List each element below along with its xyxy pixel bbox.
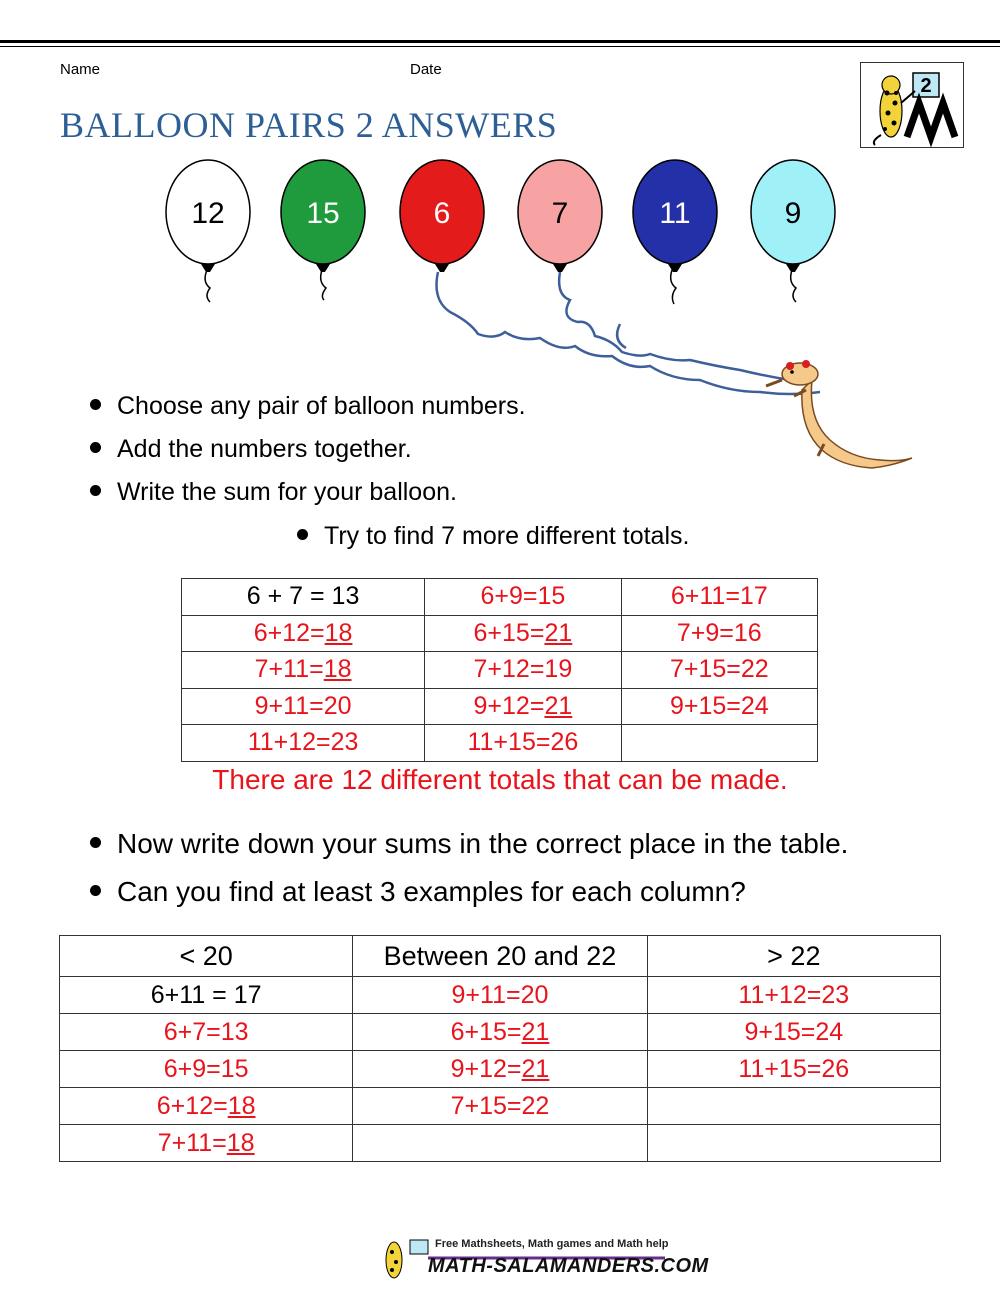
date-label: Date (410, 61, 442, 78)
totals-cell-underlined-sum: 21 (544, 618, 573, 647)
balloon-1 (166, 160, 250, 272)
instruction-2 (90, 435, 412, 464)
sort-cell-text: 6+12= (156, 1091, 228, 1120)
string-loop (617, 324, 626, 348)
sort-cell (353, 977, 647, 1014)
sort-cell-text: 7+11= (157, 1128, 227, 1157)
totals-cell (621, 579, 817, 616)
sort-cell (60, 977, 353, 1014)
totals-cell-text: 11+12=23 (247, 728, 359, 757)
sort-cell-text: 6+7=13 (163, 1017, 249, 1046)
totals-cell-text: 7+11= (254, 655, 324, 684)
sort-cell-text: 9+15=24 (744, 1017, 844, 1046)
totals-cell-text: 6+9=15 (480, 582, 566, 611)
balloon-5-number: 11 (659, 197, 691, 230)
sort-cell (60, 1051, 353, 1088)
sub-instruction-text: Try to find 7 more different totals. (324, 522, 690, 550)
totals-cell (621, 725, 817, 762)
bullet-icon (90, 442, 101, 453)
sort-table (59, 935, 941, 1162)
sort-cell-underlined-sum: 21 (521, 1017, 550, 1046)
totals-cell-underlined-sum: 18 (324, 618, 353, 647)
totals-cell-text: 9+11=20 (254, 691, 352, 720)
sort-row (60, 1014, 941, 1051)
sort-cell (60, 1125, 353, 1162)
pink-balloon-string (559, 272, 790, 380)
totals-row (182, 725, 818, 762)
sort-cell (353, 1088, 647, 1125)
bullet-icon (297, 529, 308, 540)
footer-site-link[interactable]: MATH-SALAMANDERS.COM (428, 1255, 709, 1277)
sort-row (60, 1088, 941, 1125)
bullet-icon (90, 485, 101, 496)
sort-cell-text: 9+12= (450, 1054, 522, 1083)
sort-header-between: Between 20 and 22 (353, 936, 647, 977)
bullet-icon (90, 837, 101, 848)
sort-row (60, 977, 941, 1014)
sort-cell (647, 1125, 940, 1162)
totals-cell (182, 615, 425, 652)
sort-cell-underlined-sum: 18 (227, 1091, 256, 1120)
balloon-3-number: 6 (433, 197, 451, 230)
totals-cell (425, 652, 621, 689)
totals-row (182, 652, 818, 689)
totals-cell (621, 652, 817, 689)
totals-cell-underlined-sum: 21 (544, 691, 573, 720)
balloon-4 (518, 160, 602, 272)
totals-cell-text: 6+15= (473, 618, 545, 647)
totals-cell (182, 725, 425, 762)
sub-instruction (297, 522, 689, 551)
sort-cell (647, 1088, 940, 1125)
sort-cell-underlined-sum: 21 (521, 1054, 550, 1083)
balloon-4-number: 7 (551, 197, 569, 230)
totals-cell-text: 6+11=17 (670, 582, 768, 611)
sort-cell (353, 1014, 647, 1051)
sort-cell-underlined-sum: 18 (226, 1128, 255, 1157)
balloon-5 (633, 160, 717, 272)
instruction2-1-text: Now write down your sums in the correct place in the table. (117, 828, 849, 859)
instruction-2-text: Add the numbers together. (117, 435, 412, 463)
salamander-icon (760, 350, 920, 470)
instruction-3 (90, 478, 457, 507)
totals-cell (425, 688, 621, 725)
totals-cell (182, 688, 425, 725)
sort-cell-text: 11+15=26 (738, 1054, 850, 1083)
white-balloon-string (205, 270, 210, 302)
sort-cell-text: 9+11=20 (451, 980, 549, 1009)
green-balloon-string (321, 270, 326, 300)
instruction-1 (90, 392, 526, 421)
bullet-icon (90, 885, 101, 896)
sort-cell (647, 977, 940, 1014)
totals-cell-text: 7+15=22 (669, 655, 769, 684)
sort-cell (60, 1014, 353, 1051)
sort-cell (353, 1051, 647, 1088)
totals-cell-text: 6 + 7 = 13 (246, 582, 360, 611)
totals-row (182, 615, 818, 652)
totals-cell-text: 7+9=16 (676, 618, 762, 647)
sort-cell-text: 6+11 = 17 (150, 980, 262, 1009)
totals-cell (425, 725, 621, 762)
sort-table-header-row (60, 936, 941, 977)
totals-cell-text: 9+12= (473, 691, 545, 720)
sort-cell-text: 6+9=15 (163, 1054, 249, 1083)
sort-header-less-20: < 20 (60, 936, 353, 977)
sort-cell-text: 11+12=23 (738, 980, 850, 1009)
cyan-balloon-string (791, 270, 796, 302)
sort-row (60, 1125, 941, 1162)
instruction-3-text: Write the sum for your balloon. (117, 478, 457, 506)
sort-cell (60, 1088, 353, 1125)
totals-cell (182, 579, 425, 616)
logo-badge-number: 2 (920, 75, 932, 97)
totals-cell (621, 615, 817, 652)
totals-cell (425, 615, 621, 652)
instruction2-2 (90, 876, 746, 908)
totals-cell (182, 652, 425, 689)
totals-table (181, 578, 818, 762)
sort-row (60, 1051, 941, 1088)
sort-cell-text: 7+15=22 (450, 1091, 550, 1120)
balloon-2 (281, 160, 365, 272)
sort-cell (647, 1014, 940, 1051)
instruction2-2-text: Can you find at least 3 examples for each column? (117, 876, 746, 907)
balloon-1-number: 12 (191, 197, 225, 230)
totals-cell (425, 579, 621, 616)
page-title: BALLOON PAIRS 2 ANSWERS (60, 105, 558, 145)
sort-header-greater-22: > 22 (647, 936, 940, 977)
balloon-6 (751, 160, 835, 272)
instruction2-1 (90, 828, 848, 860)
totals-cell-text: 9+15=24 (669, 691, 769, 720)
blue-balloon-string (671, 270, 676, 304)
totals-cell-underlined-sum: 18 (323, 655, 352, 684)
totals-row (182, 579, 818, 616)
footer-tagline: Free Mathsheets, Math games and Math help (435, 1238, 669, 1250)
bullet-icon (90, 399, 101, 410)
sort-cell-text: 6+15= (450, 1017, 522, 1046)
name-label: Name (60, 61, 101, 78)
balloon-3 (400, 160, 484, 272)
totals-cell-text: 7+12=19 (473, 655, 573, 684)
sort-cell (353, 1125, 647, 1162)
summary-answer: There are 12 different totals that can be made. (212, 764, 788, 795)
balloon-2-number: 15 (306, 197, 340, 230)
totals-cell-text: 11+15=26 (467, 728, 579, 757)
totals-cell-text: 6+12= (253, 618, 325, 647)
sort-cell (647, 1051, 940, 1088)
totals-row (182, 688, 818, 725)
balloon-6-number: 9 (784, 197, 802, 230)
totals-cell (621, 688, 817, 725)
instruction-1-text: Choose any pair of balloon numbers. (117, 392, 526, 420)
